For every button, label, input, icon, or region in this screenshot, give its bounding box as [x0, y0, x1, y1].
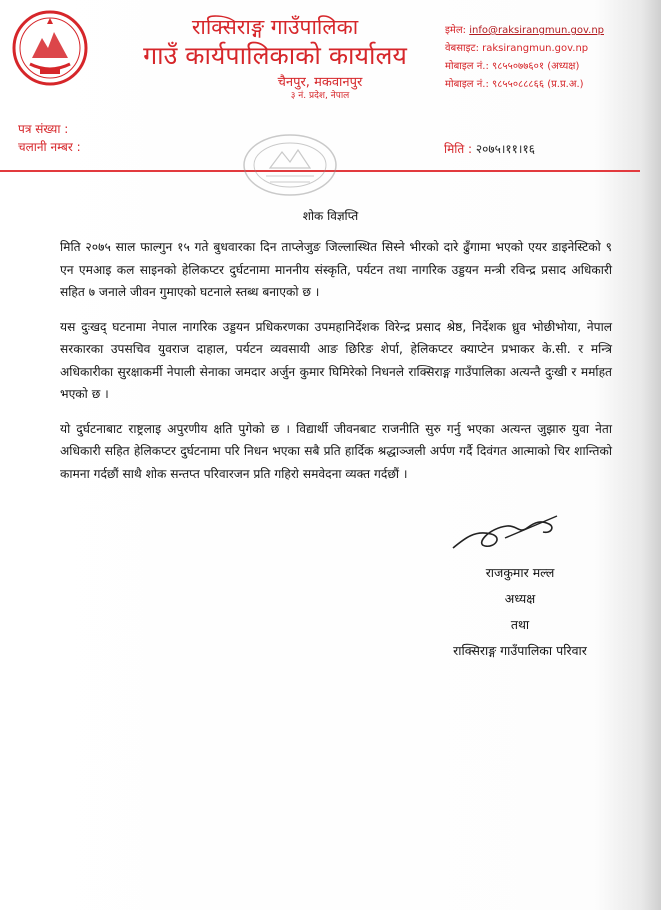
- office-title: गाउँ कार्यपालिकाको कार्यालय: [143, 41, 407, 70]
- notice-body: [60, 236, 612, 497]
- signatory-name: राजकुमार मल्ल: [485, 565, 555, 580]
- signatory-organization: राक्सिराङ्ग गाउँपालिका परिवार: [453, 643, 587, 658]
- website-row: [445, 40, 655, 58]
- notice-subject: शोक विज्ञप्ति: [302, 209, 359, 223]
- signatory-block: [405, 560, 635, 664]
- office-name: राक्सिराङ्ग गाउँपालिका: [191, 15, 359, 39]
- mobile-label-1: मोबाइल नं.:: [445, 61, 489, 72]
- office-province: ३ नं. प्रदेश, नेपाल: [290, 91, 350, 101]
- website-label: वेबसाइट:: [445, 43, 479, 54]
- mobile-row-1: [445, 58, 655, 76]
- website-text: raksirangmun.gov.np: [482, 43, 589, 54]
- office-address: चैनपुर, मकवानपुर: [277, 75, 363, 90]
- mobile-number-2: ९८५५०८८८६६ (प्र.प्र.अ.): [492, 79, 584, 90]
- nepal-emblem-logo: [10, 8, 90, 88]
- mobile-label-2: मोबाइल नं.:: [445, 79, 489, 90]
- paragraph-1: मिति २०७५ साल फाल्गुन १५ गते बुधवारका दिन ताप्लेजुङ जिल्लास्थित सिस्ने भीरको दारे ढुँगामा भएको एयर डाइनेस्टिको ९ एन एमआइ कल साइनको हेलिकप्टर दुर्घटनामा माननीय संस्कृति, पर्यटन तथा नागरिक उड्डयन मन्त्री रविन्द्र प्रसाद अधिकारी सहित ७ जनाले जीवन गुमाएको घटनाले स्तब्ध बनाएको छ ।: [60, 240, 612, 299]
- dispatch-number-label: चलानी नम्बर :: [18, 140, 81, 154]
- letter-number-label: पत्र संख्या :: [18, 122, 69, 136]
- reference-labels: [18, 120, 81, 156]
- email-link[interactable]: info@raksirangmun.gov.np: [469, 25, 604, 36]
- contact-block: [445, 22, 655, 94]
- signatory-conjunction: तथा: [510, 617, 530, 632]
- handwritten-signature: [445, 508, 565, 556]
- signatory-position: अध्यक्ष: [504, 591, 536, 606]
- paragraph-2: यस दुःखद् घटनामा नेपाल नागरिक उड्डयन प्रधिकरणका उपमहानिर्देशक विरेन्द्र प्रसाद श्रेष्ठ, निर्देशक ध्रुव भोछीभोया, नेपाल सरकारका उपसचिव युवराज दाहाल, पर्यटन व्यवसायी आङ छिरिङ शेर्पा, हेलिकप्टर क्याप्टेन प्रभाकर के.सी. र मन्त्रि अधिकारीका सुरक्षाकर्मी नेपाली सेनाका जमदार अर्जुन कुमार घिमिरेको निधनले राक्सिराङ्ग गाउँपालिका अत्यन्तै दुःखी र मर्माहत भएको छ ।: [60, 319, 612, 401]
- mobile-number-1: ९८५५०७७६०१ (अध्यक्ष): [492, 61, 580, 72]
- email-row: [445, 22, 655, 40]
- mobile-row-2: [445, 76, 655, 94]
- letterhead-title: [110, 14, 440, 102]
- date-label: मिति :: [444, 142, 473, 156]
- email-label: इमेल:: [445, 25, 467, 36]
- date-value: २०७५।११।१६: [475, 142, 535, 156]
- date-line: [444, 140, 535, 157]
- office-stamp: [240, 130, 340, 200]
- paragraph-3: यो दुर्घटनाबाट राष्ट्रलाइ अपुरणीय क्षति पुगेको छ । विद्यार्थी जीवनबाट राजनीति सुरु गर्नु भएका अत्यन्त जुझारु युवा नेता अधिकारी सहित हेलिकप्टर दुर्घटनामा परि निधन भएका सबै प्रति हार्दिक श्रद्धाञ्जली अर्पण गर्दै दिवंगत आत्माको चिर शान्तिको कामना गर्दछौं साथै शोक सन्तप्त परिवारजन प्रति गहिरो समवेदना व्यक्त गर्दछौं ।: [60, 421, 612, 481]
